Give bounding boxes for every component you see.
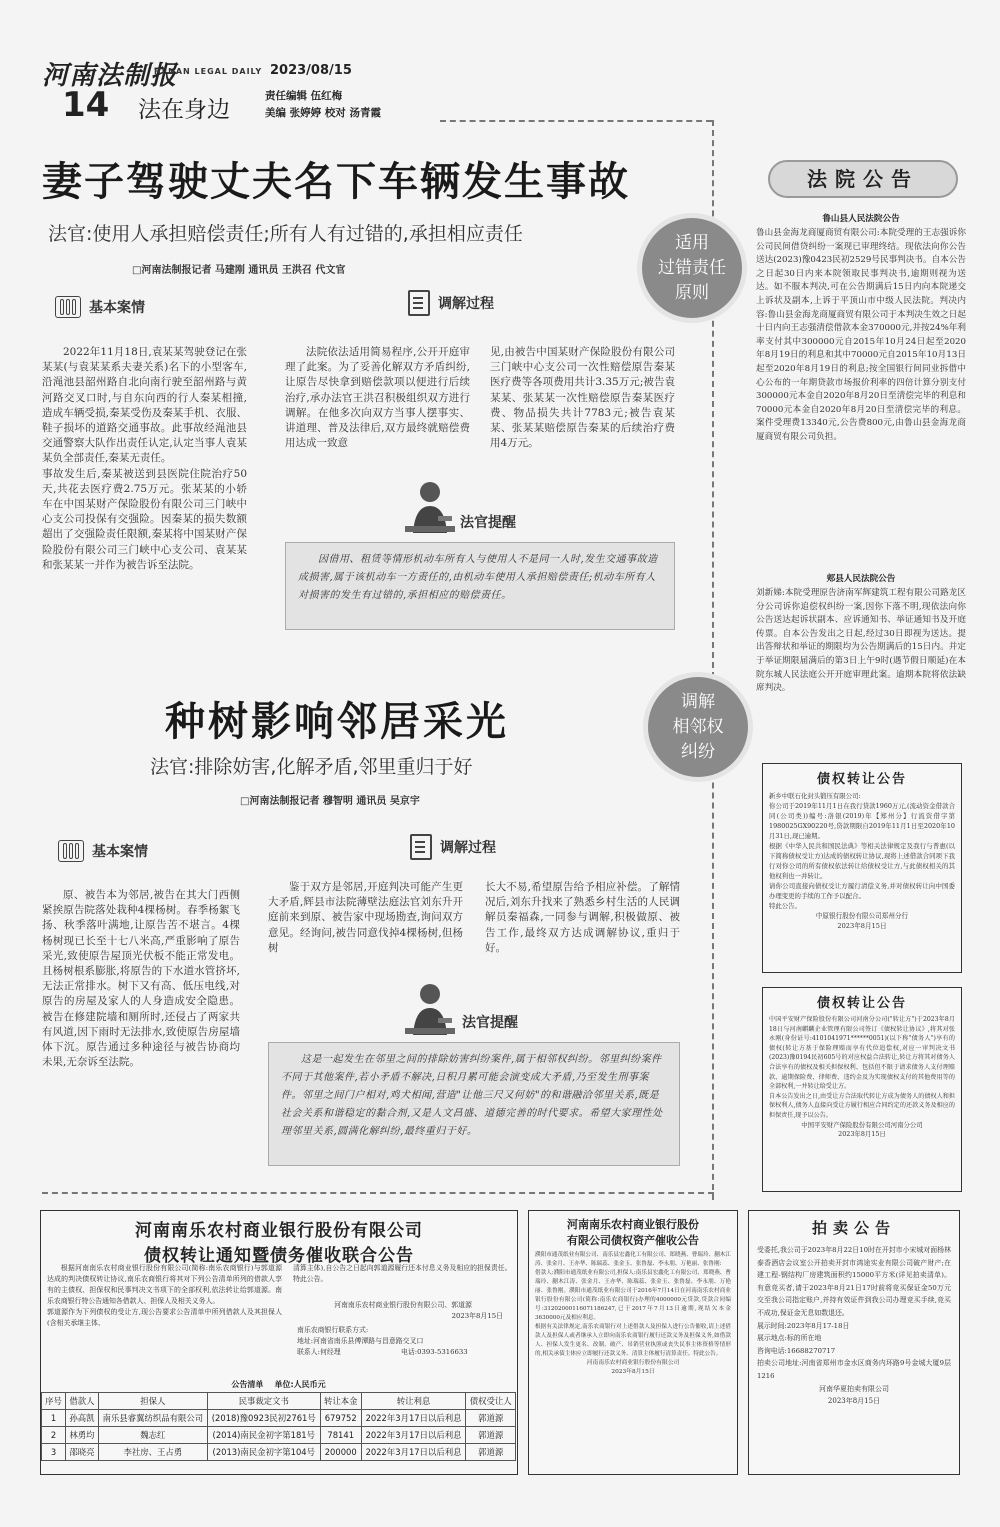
article-2-title: 种树影响邻居采光 [165, 698, 509, 745]
auction-notice-text: 受委托,我公司于2023年8月22日10时在开封市小宋城对面杨林泰香酒店会议室公开拍卖开封市鸿途实业有限公司破产财产;在建工程-钢结构厂房建筑面积约15000平方米(详见拍卖清单)。有意竞买者,请于2023年8月21日17时前将竞买保证金50万元交至我公司指定账户,并持有效证件到我公司办理竞买手续,竞买不成功,保证金无息如数退还。 展示时间:2023年8月17-18日 展示地点:标的所在地 咨询电话:16688270717 拍卖公司地址:河南省郑州市金水区商务内环路9号金城大厦9层1216 [757, 1246, 951, 1380]
bank-notice-contact-phone: 电话:0393-5316633 [401, 1348, 468, 1356]
bottom-dashed-rule [42, 1192, 714, 1194]
table-header-cell: 转让利息 [361, 1393, 466, 1410]
article-1-mediate-label: 调解过程 [438, 296, 494, 312]
bank-notice-text-right: 清算主体),自公告之日起向郭道源履行还本付息义务及相应的担保责任。 特此公告。 [293, 1264, 512, 1283]
collection-notice-date: 2023年8月15日 [611, 1369, 655, 1375]
article-1-bubble: 适用 过错责任 原则 [642, 218, 742, 318]
table-cell: 魏志红 [98, 1427, 207, 1444]
article-2-bubble: 调解 相邻权 纠纷 [648, 677, 748, 777]
table-cell: 郭道源 [466, 1427, 516, 1444]
newspaper-logo-en: HENAN LEGAL DAILY [154, 67, 263, 76]
masthead [42, 55, 542, 130]
table-cell: 2 [42, 1427, 66, 1444]
table-cell: 郭道源 [466, 1444, 516, 1461]
table-header-cell: 转让本金 [320, 1393, 361, 1410]
transfer-notice-2 [762, 987, 962, 1192]
article-2-case-heading [58, 840, 148, 862]
bank-notice-date: 2023年8月15日 [451, 1312, 503, 1320]
article-2-case-text: 原、被告本为邻居,被告在其大门西侧紧挨原告院落处栽种4棵杨树。春季杨絮飞扬、秋季落叶满地,让原告苦不堪言。4棵杨树现已长至十七八米高,严重影响了原告采光,致使原告屋顶光伏板不能正常发电。且杨树根系膨胀,将原告的下水道水管挤坏,无法正常排水。树下又有高、低压电线,对原告的房屋及家人的人身造成安全隐患。被告在修建院墙和厕所时,还侵占了两家共有风道,因下雨时无法排水,致使原告房屋墙体下沉。原告通过多种途径与被告协商均未果,无奈诉至法院。 [42, 889, 240, 1069]
table-cell: 2022年3月17日以后利息 [361, 1444, 466, 1461]
table-cell: (2014)南民金初字第181号 [207, 1427, 320, 1444]
table-cell: 孙高凯 [66, 1410, 99, 1427]
collection-notice-title-1: 河南南乐农村商业银行股份 [567, 1218, 699, 1231]
bank-notice-title-1: 河南南乐农村商业银行股份有限公司 [135, 1221, 423, 1241]
article-1-case-text: 2022年11月18日,袁某某驾驶登记在张某某(与袁某某系夫妻关系)名下的小型客车,沿渑池县韶州路自北向南行驶至韶州路与黄河路交叉口时,与自东向西的行人秦某相撞,造成车辆受损,秦某受伤及秦某手机、衣服、鞋子损坏的道路交通事故。此事故经渑池县交通警察大队作出责任认定,认定当事人袁某某负全部责任,秦某无责任。 事故发生后,秦某被送到县医院住院治疗50天,共花去医疗费2.75万元。张某某的小轿车在中国某财产保险股份有限公司三门峡中心支公司投保有交强险。因秦某的损失数额超出了交强险责任限额,秦某将中国某财产保险股份有限公司三门峡中心支公司、袁某某和张某某一并作为被告诉至法院。 [42, 346, 247, 571]
court-notice-1-title: 鲁山县人民法院公告 [822, 214, 900, 224]
bank-notice-table-wrap [41, 1379, 516, 1461]
table-cell: 2022年3月17日以后利息 [361, 1427, 466, 1444]
bank-notice-contact-person: 联系人:何经理 [297, 1348, 341, 1356]
article-1-tip-heading: 法官提醒 [460, 515, 516, 531]
auction-notice [748, 1210, 960, 1475]
table-row [42, 1444, 516, 1461]
bank-notice-contact-addr: 地址:河南省南乐县傅潭路与昌意路交叉口 [297, 1337, 424, 1345]
table-body [42, 1410, 516, 1461]
book-icon [58, 840, 84, 862]
transfer-notice-2-title: 债权转让公告 [816, 996, 907, 1011]
article-1-mediate-heading [408, 290, 494, 316]
table-cell: 1 [42, 1410, 66, 1427]
article-2-mediate-text-2: 长大不易,希望原告给予相应补偿。了解情况后,刘东升找来了熟悉乡村生活的人民调解员秦福森,一同参与调解,积极做原、被告工作,最终双方达成调解协议,重归于好。 [485, 881, 680, 954]
article-1-subtitle: 法官:使用人承担赔偿责任;所有人有过错的,承担相应责任 [48, 223, 523, 245]
table-header-cell: 担保人 [98, 1393, 207, 1410]
page-number: 14 [62, 85, 110, 125]
article-2-mediate-text-1: 鉴于双方是邻居,开庭判决可能产生更大矛盾,辉县市法院薄壁法庭法官刘东升开庭前来到原、被告家中现场勘查,询问双方意见。经询问,被告同意伐掉4棵杨树,但杨树 [268, 881, 463, 954]
article-2-byline: □河南法制报记者 穆智明 通讯员 吴京宇 [240, 796, 420, 807]
article-2-subtitle: 法官:排除妨害,化解矛盾,邻里重归于好 [150, 756, 473, 778]
bank-notice-table [41, 1392, 516, 1461]
issue-date: 2023/08/15 [270, 63, 352, 78]
auction-notice-date: 2023年8月15日 [827, 1397, 881, 1406]
article-1-byline: □河南法制报记者 马建刚 通讯员 王洪召 代文官 [132, 265, 346, 276]
article-2-tip-box: 这是一起发生在邻里之间的排除妨害纠纷案件,属于相邻权纠纷。邻里纠纷案件不同于其他案件,若小矛盾不解决,日积月累可能会演变成大矛盾,乃至发生刑事案件。邻里之间门户相对,鸡犬相闻,营造"让他三尺又何妨"的和谐融洽邻里关系,既是社会关系和谐稳定的黏合剂,又是人文昌盛、道德完善的时代要求。希望大家理性处理邻里关系,圆满化解纠纷,最终重归于好。 [268, 1042, 680, 1166]
top-dashed-rule [440, 120, 712, 122]
table-cell: (2013)南民金初字第104号 [207, 1444, 320, 1461]
table-header-cell: 民事裁定文书 [207, 1393, 320, 1410]
article-2-case-label: 基本案情 [92, 844, 148, 860]
court-notice-2-title: 郏县人民法院公告 [826, 574, 896, 584]
transfer-notice-2-date: 2023年8月15日 [838, 1130, 886, 1139]
article-2-tip-heading: 法官提醒 [462, 1015, 518, 1031]
document-icon [410, 834, 432, 860]
article-1-case-label: 基本案情 [89, 300, 145, 316]
judge-icon-1 [405, 478, 455, 538]
table-cell: 邵晓亮 [66, 1444, 99, 1461]
article-2-mediate-label: 调解过程 [440, 840, 496, 856]
table-cell: 李社房、王占勇 [98, 1444, 207, 1461]
transfer-notice-2-signer: 中国平安财产保险股份有限公司河南分公司 [801, 1120, 923, 1129]
bank-notice-contact-head: 南乐农商银行联系方式: [297, 1326, 369, 1334]
table-cell: 郭道源 [466, 1410, 516, 1427]
collection-notice [528, 1210, 738, 1475]
transfer-notice-1-title: 债权转让公告 [816, 772, 907, 787]
editors-line-1: 责任编辑 伍红梅 [265, 90, 343, 102]
collection-notice-text: 濮阳市通茂纸业有限公司、南乐县宏鑫化工有限公司、郑晓燕、曹瑞玲、蒯木江涛、张金月、王亦华、陈瑞蕊、张金玉、张鲁磊、李永朋、万艳丽、张鲁刚: 借款人:濮阳市通茂纸业有限公司,担保人:南乐县宏鑫化工有限公司、郑晓燕、曹瑞玲、蒯木江涛、张金月、王亦华、陈瑞蕊、张金玉、张鲁磊、李永朋、万艳丽、张鲁刚。濮阳市通茂纸业有限公司于2016年7月14日在河南南乐农村商业银行股份有限公司(简称:南乐农商银行)办理的4000000元贷款,贷款合同编号:31202000116071186247,已于2017年7月13日逾期,现结欠本金3630000元及相应利息。 根据有关法律规定,南乐农商银行对上述借款人及担保人进行公告催收,请上述借款人及担保人或者继承人立即向南乐农商银行履行还款义务及担保义务,如借款人、担保人发生更名、改制、破产、吊销营业执照或丧失民事主体资格等情形的,相关承债主体应立即履行还款义务、清算主体履行清算责任。特此公告。 [535, 1252, 731, 1357]
auction-notice-signer: 河南华夏拍卖有限公司 [819, 1384, 889, 1393]
transfer-notice-2-text: 中国平安财产保险股份有限公司河南分公司("转让方")于2023年8月18日与河南麒麟企业管理有限公司签订《债权转让协议》,将其对张永刚(身份证号:4101041971******0051)(以下称"债务人")享有的债权(转让方基于保险理赔而享有代位追偿权,对应一审判决文书(2023)豫0194民初605号的对应权益合法转让,转让方将其对债务人合法享有的债权及相关担保权利、包括但不限于请求债务人支付理赔款、逾期保险费、律师费、违约金及为实现债权支付的其他费用等的全部权利,一并转让给受让方。 自本公告发出之日,由受让方合法取代转让方成为债务人的债权人和担保权利人,债务人直接向受让方履行相应合同约定的还款义务及相应的担保责任,现予以公告。 [769, 1016, 955, 1119]
table-cell: 3 [42, 1444, 66, 1461]
bank-notice-title-2: 债权转让通知暨债务催收联合公告 [144, 1246, 414, 1266]
table-row [42, 1410, 516, 1427]
newspaper-logo: 河南法制报 [42, 61, 178, 91]
transfer-notice-1-date: 2023年8月15日 [837, 922, 887, 930]
transfer-notice-1-text: 新乡中联石化封头锻压有限公司: 你公司于2019年11月1日在我行贷款1960万元,(流动资金借款合同(公司类))编号:洛银(2019)年【郑州分】行流资借字第1980025GX90220号,贷款期限自2019年11月1日至2020年10月31日,现已逾期。 根据《中华人民共和国民法典》等相关法律规定及我行与普惠(以下简称债权受让方)达成的债权转让协议,现将上述借款合同项下我行对你公司的所有债权依法转让给债权受让方,与此债权相关的其他权利也一并转让。 请你公司直接向债权受让方履行清偿义务,并对债权转让向中国委办理变更的手续的工作予以配合。 特此公告。 [769, 792, 955, 910]
article-1-mediate-text-1: 法院依法适用简易程序,公开开庭审理了此案。为了妥善化解双方矛盾纠纷,让原告尽快拿到赔偿款项以便进行后续治疗,承办法官王洪召积极组织双方进行调解。在他多次向双方当事人摆事实、讲道理、普及法律后,双方最终就赔偿费用达成一致意 [285, 346, 470, 450]
bank-notice-signer: 河南南乐农村商业银行股份有限公司、郭道源 [334, 1301, 472, 1309]
judge-icon-2 [405, 980, 455, 1040]
table-header-cell: 债权受让人 [466, 1393, 516, 1410]
collection-notice-title-2: 有限公司债权资产催收公告 [567, 1234, 699, 1247]
table-cell: (2018)豫0923民初2761号 [207, 1410, 320, 1427]
article-1-tip-box: 因借用、租赁等情形机动车所有人与使用人不是同一人时,发生交通事故造成损害,属于该机动车一方责任的,由机动车使用人承担赔偿责任;机动车所有人对损害的发生有过错的,承担相应的赔偿责任。 [285, 542, 675, 630]
table-header-row [42, 1393, 516, 1410]
table-cell: 78141 [320, 1427, 361, 1444]
bank-notice-table-caption: 公告清单 单位:人民币元 [231, 1380, 326, 1389]
article-1-mediate-text-2: 见,由被告中国某财产保险股份有限公司三门峡中心支公司一次性赔偿原告秦某医疗费等各项费用共计3.35万元;被告袁某某、张某某一次性赔偿原告秦某医疗费、物品损失共计7783元;被告袁某某、张某某赔偿原告秦某的后续治疗费用4万元。 [490, 346, 675, 450]
article-2-mediate-heading [410, 834, 496, 860]
auction-notice-title: 拍卖公告 [811, 1219, 896, 1237]
table-header-cell: 序号 [42, 1393, 66, 1410]
table-cell: 南乐县睿翼纺织品有限公司 [98, 1410, 207, 1427]
article-1-title: 妻子驾驶丈夫名下车辆发生事故 [42, 158, 630, 205]
court-notice-2-text: 刘新娣:本院受理原告济南军辉建筑工程有限公司路龙区分公司诉你追偿权纠纷一案,因你下落不明,现依法向你公告送达起诉状副本、应诉通知书、举证通知书及开庭传票。自本公告发出之日起,经过30日即视为送达。提出答辩状和举证的期限均为公告期满后的15日内。并定于举证期限届满后的第3日上午9时(遇节假日顺延)在本院东城人民法庭公开开庭审理此案。逾期本院将依法缺席判决。 [756, 588, 966, 694]
article-1-case-heading [55, 296, 145, 318]
transfer-notice-1-signer: 中原银行股份有限公司郑州分行 [815, 912, 909, 920]
court-notice-heading: 法院公告 [768, 160, 958, 198]
court-notice-1-text: 鲁山县金海龙商厦商贸有限公司:本院受理的王志强诉你公司民间借贷纠纷一案现已审理终结。现依法向你公告送达(2023)豫0423民初2529号民事判决书。自本公告之日起30日内来本院领取民事判决书,逾期则视为送达。如不服本判决,可在公告期满后15日内向本院递交上诉状及副本,上诉于平顶山市中级人民法院。判决内容:鲁山县金海龙商厦商贸有限公司于本判决生效之日起十日内向王志强清偿借款本金370000元,并按24%年利率支付其中300000元自2015年10月24日起至2020年8月19日的利息和其中70000元自2015年10月13日起至2020年8月19日的利息;按全国银行间同业拆借中心公布的一年期贷款市场报价利率的四倍计算分别支付300000元本金自2020年8月20日至清偿完毕的利息和70000元本金自2020年8月20日至清偿完毕的利息。案件受理费13340元,公告费800元,由鲁山县金海龙商厦商贸有限公司负担。 [756, 228, 966, 442]
table-cell: 679752 [320, 1410, 361, 1427]
transfer-notice-1 [762, 763, 962, 973]
document-icon [408, 290, 430, 316]
book-icon [55, 296, 81, 318]
table-cell: 200000 [320, 1444, 361, 1461]
table-header-cell: 借款人 [66, 1393, 99, 1410]
table-cell: 林勇均 [66, 1427, 99, 1444]
table-cell: 2022年3月17日以后利息 [361, 1410, 466, 1427]
collection-notice-signer: 河南南乐农村商业银行股份有限公司 [586, 1360, 680, 1366]
table-row [42, 1427, 516, 1444]
editors-line-2: 美编 张婷婷 校对 汤青霞 [265, 107, 381, 119]
bank-notice [40, 1210, 518, 1475]
section-name: 法在身边 [138, 97, 230, 123]
bank-notice-text-left: 根据河南南乐农村商业银行股份有限公司(简称:南乐农商银行)与郭道源达成的判决债权转让协议,南乐农商银行将其对下列公告清单所列的借款人享有的主债权、担保权和民事判决文书项下的全部权利,依法转让给郭道源。南乐农商银行特公告通知各借款人、担保人及相关义务人。 郭道源作为下列债权的受让方,现公告要求公告清单中所列借款人及其担保人(含相关承继主体、 [47, 1264, 282, 1327]
